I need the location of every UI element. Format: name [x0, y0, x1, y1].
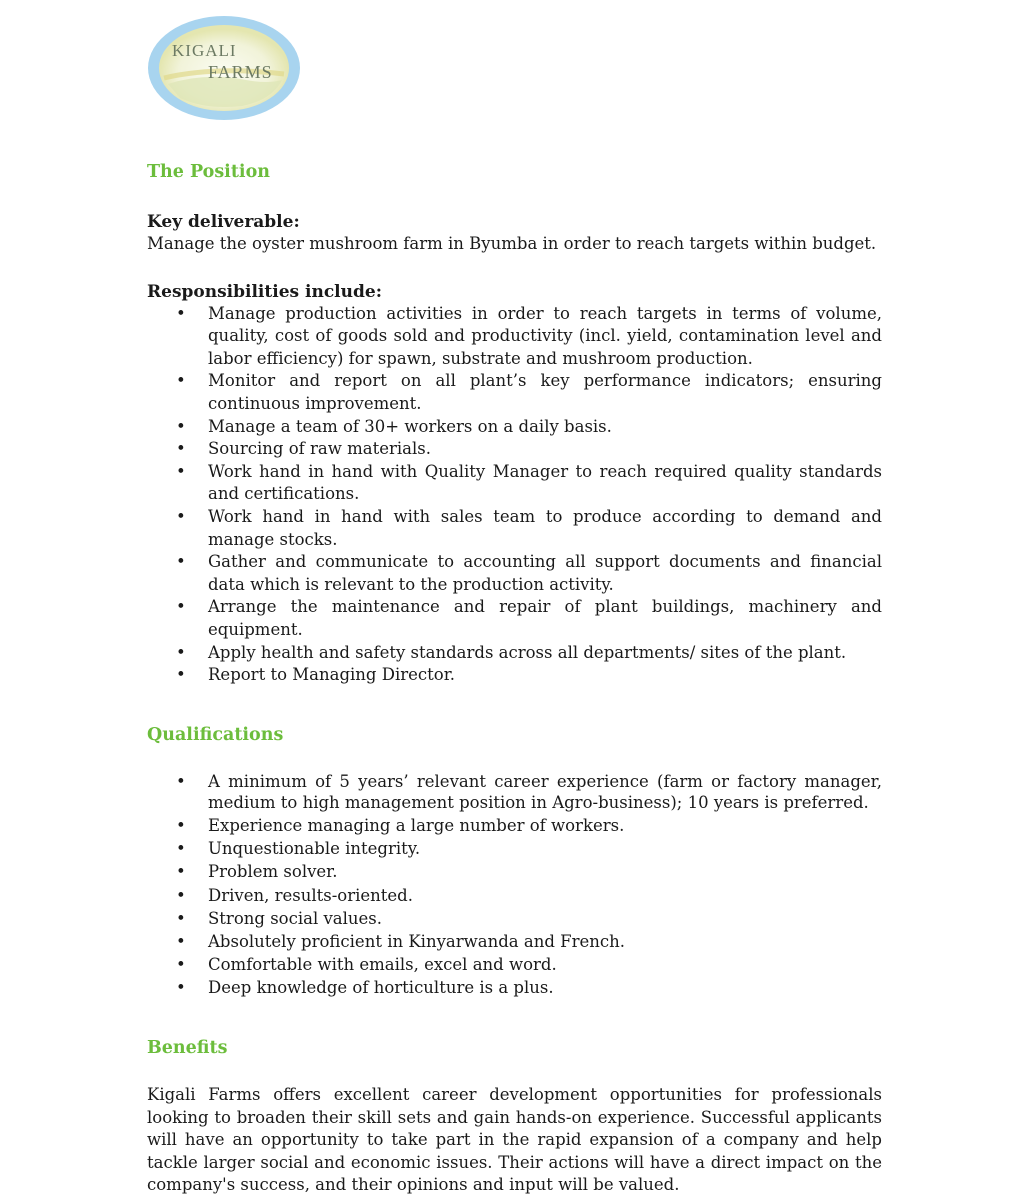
list-item: • Work hand in hand with sales team to produce according to demand and manage stocks.: [147, 506, 882, 551]
position-heading: The Position: [147, 162, 270, 182]
kigali-farms-logo: [146, 14, 302, 122]
list-item: • Manage a team of 30+ workers on a daily basis.: [147, 416, 882, 439]
list-item: • Driven, results-oriented.: [147, 885, 882, 907]
list-item: • Apply health and safety standards across all departments/ sites of the plant.: [147, 642, 882, 665]
list-item: • Manage production activities in order to reach targets in terms of volume, quality, cost of goods sold and productivity (incl. yield, contamination level and labor efficiency) for spawn, substrate and mushroom production.: [147, 303, 882, 371]
logo-text-farms: FARMS: [208, 62, 273, 82]
list-item: • Comfortable with emails, excel and word.: [147, 954, 882, 976]
document-body: [147, 158, 882, 1197]
list-item: • Problem solver.: [147, 861, 882, 883]
logo-emblem: [146, 14, 302, 122]
list-item: • Sourcing of raw materials.: [147, 438, 882, 461]
list-item: • Strong social values.: [147, 908, 882, 930]
responsibilities-label: Responsibilities include:: [147, 281, 382, 302]
list-item: • Work hand in hand with Quality Manager to reach required quality standards and certifications.: [147, 461, 882, 506]
list-item: • A minimum of 5 years’ relevant career experience (farm or factory manager, medium to high management position in Agro-business); 10 years is preferred.: [147, 771, 882, 814]
list-item: • Absolutely proficient in Kinyarwanda and French.: [147, 931, 882, 953]
list-item: • Report to Managing Director.: [147, 664, 882, 687]
benefits-text: Kigali Farms offers excellent career development opportunities for professionals looking to broaden their skill sets and gain hands-on experience. Successful applicants will have an opportunity to take part in the rapid expansion of a company and help tackle larger social and economic issues. Their actions will have a direct impact on the company's success, and their opinions and input will be valued.: [147, 1085, 882, 1195]
key-deliverable-label: Key deliverable:: [147, 212, 300, 232]
list-item: • Monitor and report on all plant’s key performance indicators; ensuring continuous improvement.: [147, 370, 882, 415]
list-item: • Unquestionable integrity.: [147, 838, 882, 860]
list-item: • Arrange the maintenance and repair of plant buildings, machinery and equipment.: [147, 596, 882, 641]
list-item: • Gather and communicate to accounting all support documents and financial data which is relevant to the production activity.: [147, 551, 882, 596]
qualifications-heading: Qualifications: [147, 724, 284, 745]
list-item: • Deep knowledge of horticulture is a plus.: [147, 977, 882, 999]
key-deliverable-text: Manage the oyster mushroom farm in Byumba in order to reach targets within budget.: [147, 234, 877, 253]
logo-text-kigali: KIGALI: [172, 41, 237, 60]
qualifications-list: [147, 771, 882, 999]
benefits-heading: Benefits: [147, 1038, 228, 1059]
list-item: • Experience managing a large number of workers.: [147, 815, 882, 837]
responsibilities-list: [147, 303, 882, 687]
